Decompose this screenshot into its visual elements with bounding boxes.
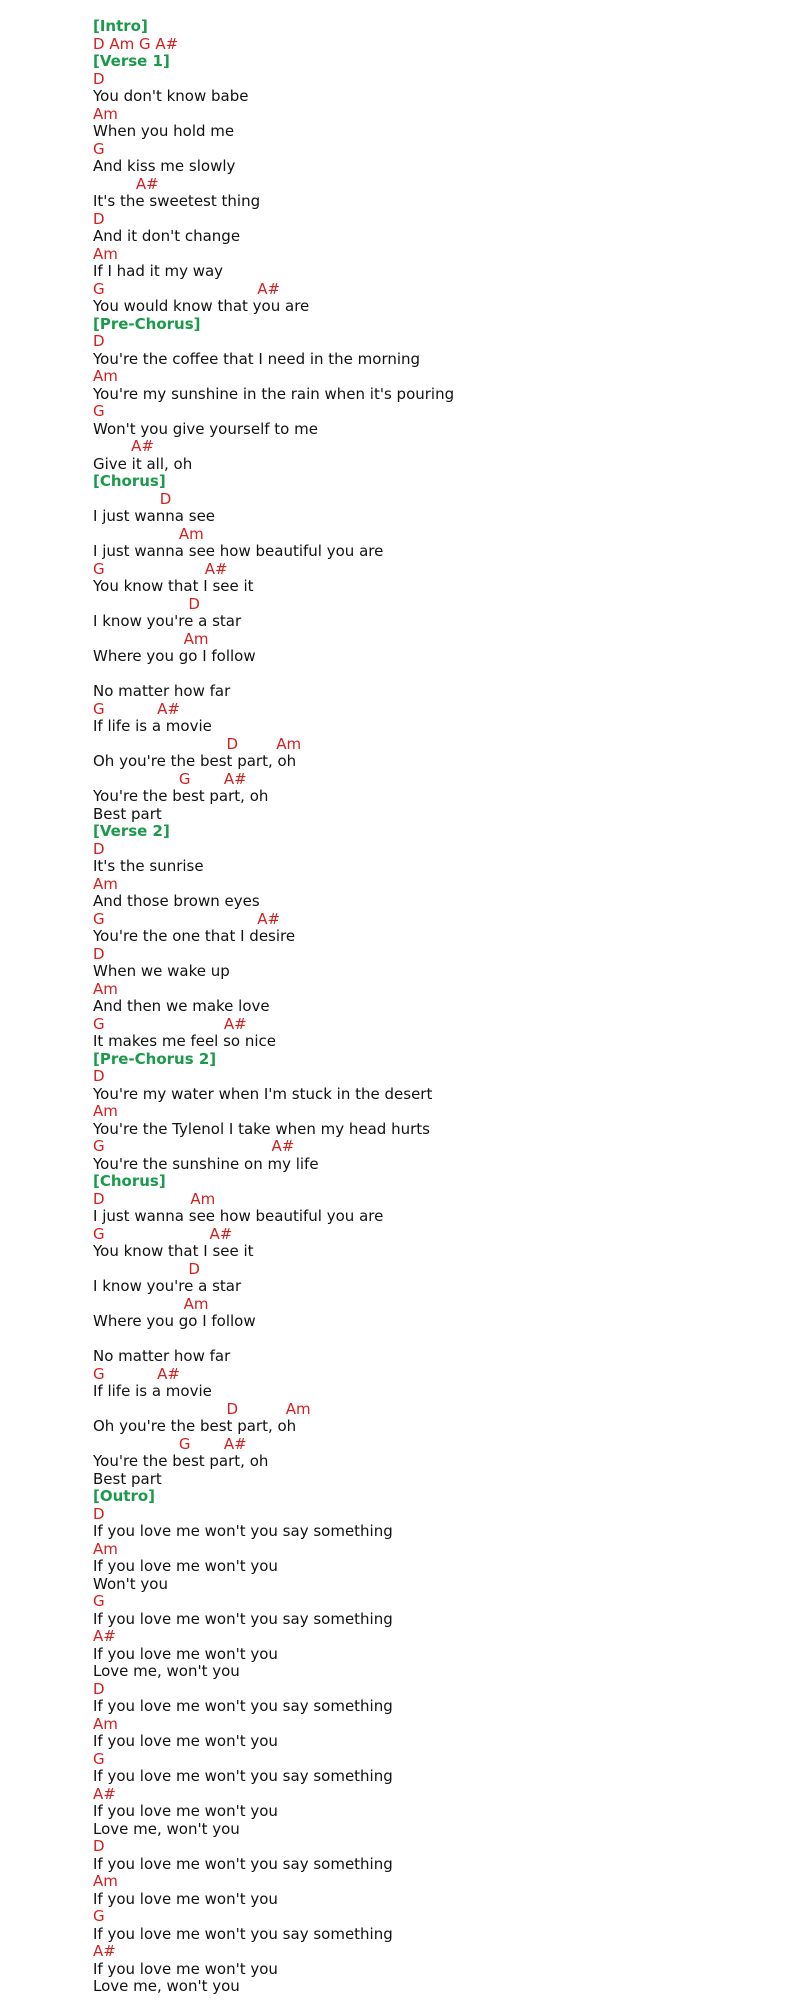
chord-line: D — [93, 1067, 105, 1085]
lyric-line: You're my water when I'm stuck in the desert — [93, 1084, 433, 1103]
lyric-line: Love me, won't you — [93, 1977, 240, 1995]
lyric-line: Love me, won't you — [93, 1662, 240, 1680]
chord-line: Am — [93, 1539, 118, 1558]
chord-line: G A# — [93, 1364, 180, 1383]
lyric-line: Best part — [93, 804, 162, 823]
section-heading: [Outro] — [93, 1487, 156, 1505]
lyric-line: If you love me won't you say something — [93, 1609, 393, 1628]
chord-line: D Am — [93, 734, 302, 753]
section-heading: [Intro] — [93, 17, 148, 35]
chord-line: G A# — [93, 699, 180, 718]
chord-line: A# — [93, 437, 154, 455]
chord-line: D Am — [93, 1399, 311, 1418]
lyric-line: You know that I see it — [93, 577, 254, 595]
chord-line: A# — [93, 1627, 116, 1645]
chord-line: D — [93, 944, 105, 963]
lyric-line: If you love me won't you say something — [93, 1522, 393, 1540]
lyric-line: And it don't change — [93, 227, 241, 245]
chord-line: D — [93, 69, 105, 88]
lyric-line: If you love me won't you — [93, 1732, 278, 1750]
lyric-line: Give it all, oh — [93, 454, 193, 473]
chord-line: G A# — [93, 1434, 247, 1453]
chord-line: G A# — [93, 1137, 295, 1155]
section-heading: [Verse 1] — [93, 52, 170, 70]
lyric-line: It's the sunrise — [93, 857, 204, 875]
lyric-line: I just wanna see — [93, 507, 216, 525]
chord-line: D — [93, 839, 105, 858]
chord-line: D Am G A# — [93, 34, 179, 53]
chord-line: Am — [93, 629, 209, 648]
chord-line: G A# — [93, 769, 247, 788]
chord-line: D — [93, 1837, 105, 1855]
chord-line: A# — [93, 1784, 116, 1803]
lyric-line: Love me, won't you — [93, 1819, 240, 1838]
lyric-line: You're the sunshine on my life — [93, 1154, 319, 1173]
chord-line: G — [93, 1907, 105, 1925]
lyric-line: If you love me won't you — [93, 1802, 278, 1820]
section-heading: [Chorus] — [93, 472, 166, 490]
chord-line: D — [93, 594, 200, 613]
chord-line: D — [93, 489, 172, 508]
chord-line: G A# — [93, 1014, 247, 1033]
chord-line: G A# — [93, 279, 281, 298]
lyric-line: If I had it my way — [93, 262, 224, 280]
chord-line: G A# — [93, 559, 228, 578]
chord-line: D — [93, 1504, 105, 1523]
section-heading: [Pre-Chorus] — [93, 314, 201, 333]
chord-line: Am — [93, 874, 118, 893]
chord-line: D — [93, 1679, 105, 1698]
section-heading: [Pre-Chorus 2] — [93, 1049, 217, 1068]
lyric-line: You're the coffee that I need in the morning — [93, 349, 421, 368]
lyric-line: Oh you're the best part, oh — [93, 752, 297, 770]
lyric-line: You would know that you are — [93, 297, 310, 315]
chord-line: Am — [93, 524, 204, 543]
lyric-line: I just wanna see how beautiful you are — [93, 542, 384, 560]
chord-line: Am — [93, 979, 118, 998]
lyric-line: You're the one that I desire — [93, 927, 296, 945]
lyric-line: If you love me won't you say something — [93, 1854, 393, 1873]
chord-line: A# — [93, 174, 159, 193]
lyric-line: You don't know babe — [93, 87, 249, 105]
chord-line: Am — [93, 244, 118, 263]
lyric-line: If you love me won't you — [93, 1557, 278, 1575]
lyric-line: No matter how far — [93, 1347, 231, 1365]
lyric-line: You're the best part, oh — [93, 787, 269, 805]
chord-line: Am — [93, 1714, 118, 1733]
chord-line: Am — [93, 1102, 118, 1120]
lyric-line: Best part — [93, 1469, 162, 1488]
lyric-line: If life is a movie — [93, 1382, 212, 1400]
chord-line: D Am — [93, 1189, 216, 1208]
blank-line — [93, 666, 454, 684]
lyric-line: Where you go I follow — [93, 647, 256, 665]
lyric-line: And those brown eyes — [93, 892, 260, 910]
chord-line: G A# — [93, 1224, 233, 1243]
blank-line — [93, 1331, 454, 1349]
chord-sheet — [93, 18, 454, 1996]
lyric-line: When we wake up — [93, 962, 230, 980]
lyric-line: Won't you give yourself to me — [93, 419, 318, 438]
section-heading: [Verse 2] — [93, 822, 170, 840]
lyric-line: You're my sunshine in the rain when it's pouring — [93, 384, 455, 403]
chord-line: Am — [93, 104, 118, 123]
section-heading: [Chorus] — [93, 1172, 166, 1190]
lyric-line: When you hold me — [93, 122, 235, 140]
chord-line: G — [93, 139, 105, 158]
lyric-line: You know that I see it — [93, 1242, 254, 1260]
lyric-line: If you love me won't you say something — [93, 1697, 393, 1715]
lyric-line: If you love me won't you say something — [93, 1924, 393, 1943]
chord-line: Am — [93, 367, 118, 385]
chord-line: G — [93, 1592, 105, 1610]
chord-line: Am — [93, 1294, 209, 1313]
chord-line: Am — [93, 1872, 118, 1890]
chord-line: D — [93, 209, 105, 228]
chord-line: G — [93, 402, 105, 420]
chord-line: A# — [93, 1942, 116, 1960]
lyric-line: I know you're a star — [93, 612, 242, 630]
lyric-line: No matter how far — [93, 682, 231, 700]
lyric-line: Oh you're the best part, oh — [93, 1417, 297, 1435]
chord-line: D — [93, 1259, 200, 1278]
lyric-line: And then we make love — [93, 997, 270, 1015]
lyric-line: If you love me won't you — [93, 1959, 278, 1978]
lyric-line: If you love me won't you — [93, 1889, 278, 1908]
lyric-line: I just wanna see how beautiful you are — [93, 1207, 384, 1225]
lyric-line: And kiss me slowly — [93, 157, 236, 175]
lyric-line: If you love me won't you — [93, 1644, 278, 1663]
chord-line: G A# — [93, 909, 281, 928]
lyric-line: Where you go I follow — [93, 1312, 256, 1330]
lyric-line: It's the sweetest thing — [93, 192, 261, 210]
chord-line: D — [93, 332, 105, 350]
lyric-line: You're the best part, oh — [93, 1452, 269, 1470]
lyric-line: If life is a movie — [93, 717, 212, 735]
chord-line: G — [93, 1749, 105, 1768]
lyric-line: I know you're a star — [93, 1277, 242, 1295]
lyric-line: If you love me won't you say something — [93, 1767, 393, 1785]
lyric-line: You're the Tylenol I take when my head hurts — [93, 1119, 430, 1138]
lyric-line: It makes me feel so nice — [93, 1032, 277, 1050]
lyric-line: Won't you — [93, 1574, 168, 1593]
